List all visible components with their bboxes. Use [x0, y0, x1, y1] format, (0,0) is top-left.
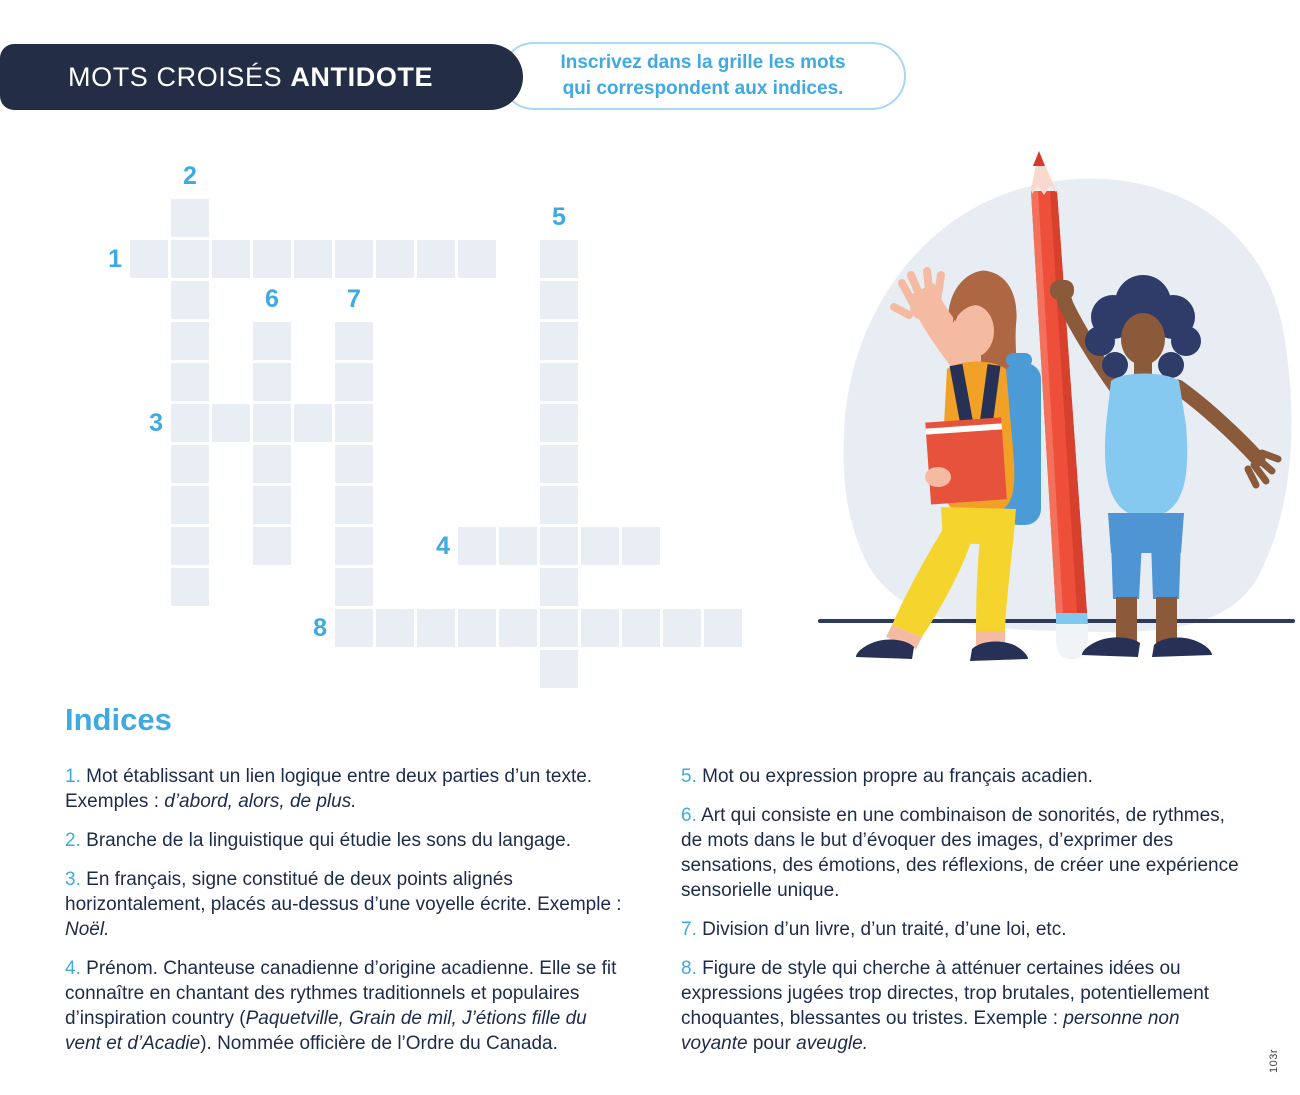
grid-cell[interactable]	[171, 363, 209, 401]
clue-7: 7. Division d’un livre, d’un traité, d’une loi, etc.	[681, 919, 1067, 940]
clue-number-1: 1.	[65, 766, 81, 787]
boy-pants-right-leg	[1151, 539, 1181, 599]
clue-number-8: 8.	[681, 958, 697, 979]
grid-cell[interactable]	[212, 404, 250, 442]
grid-cell[interactable]	[540, 363, 578, 401]
grid-cell[interactable]	[171, 199, 209, 237]
grid-cell[interactable]	[171, 322, 209, 360]
girl-book	[925, 417, 1007, 504]
grid-cell[interactable]	[171, 445, 209, 483]
grid-cell[interactable]	[499, 609, 537, 647]
grid-cell[interactable]	[540, 609, 578, 647]
grid-number-1: 1	[108, 245, 122, 273]
grid-cell[interactable]	[540, 281, 578, 319]
grid-cell[interactable]	[171, 404, 209, 442]
grid-number-2: 2	[183, 162, 197, 190]
clue-4: 4. Prénom. Chanteuse canadienne d’origine acadienne. Elle se fit connaître en chantant des rythmes traditionnels et populaires d’inspiration country (Paquetville, Grain de mil, J’étions fille du vent et d’Acadie). Nommée officière de l’Ordre du Canada.	[65, 958, 617, 1054]
grid-cell[interactable]	[458, 609, 496, 647]
grid-cell[interactable]	[499, 527, 537, 565]
girl-shoe-left	[856, 640, 914, 659]
girl-strap-right	[986, 365, 994, 425]
title-band	[0, 44, 523, 110]
clue-5: 5. Mot ou expression propre au français acadien.	[681, 766, 1093, 787]
grid-cell[interactable]	[171, 281, 209, 319]
boy-hand-on-pencil	[1050, 280, 1074, 300]
grid-cell[interactable]	[253, 363, 291, 401]
grid-cell[interactable]	[622, 609, 660, 647]
grid-cell[interactable]	[540, 527, 578, 565]
grid-cell[interactable]	[417, 609, 455, 647]
grid-cell[interactable]	[171, 527, 209, 565]
instruction-line2: qui correspondent aux indices.	[562, 78, 844, 99]
grid-cell[interactable]	[253, 527, 291, 565]
instruction-pill	[500, 42, 906, 110]
clue-number-6: 6.	[681, 805, 697, 826]
grid-cell[interactable]	[335, 486, 373, 524]
pencil-lead-tip	[1033, 151, 1045, 166]
grid-number-4: 4	[436, 532, 450, 560]
grid-cell[interactable]	[458, 527, 496, 565]
grid-cell[interactable]	[253, 322, 291, 360]
grid-cell[interactable]	[540, 486, 578, 524]
grid-cell[interactable]	[171, 240, 209, 278]
boy-calf-right	[1156, 597, 1177, 643]
grid-cell[interactable]	[458, 240, 496, 278]
grid-cell[interactable]	[540, 445, 578, 483]
grid-number-6: 6	[265, 285, 279, 313]
girl-hand-on-book	[925, 467, 951, 487]
edge-code: 103r	[1268, 1048, 1280, 1074]
grid-cell[interactable]	[253, 404, 291, 442]
grid-cell[interactable]	[130, 240, 168, 278]
boy-shirt	[1105, 374, 1187, 518]
grid-cell[interactable]	[581, 609, 619, 647]
grid-cell[interactable]	[335, 445, 373, 483]
grid-cell[interactable]	[171, 568, 209, 606]
boy-face	[1121, 313, 1165, 365]
grid-cell[interactable]	[171, 486, 209, 524]
grid-cell[interactable]	[335, 363, 373, 401]
girl-backpack-handle	[1006, 353, 1032, 367]
grid-cell[interactable]	[622, 527, 660, 565]
clue-3: 3. En français, signe constitué de deux points alignés horizontalement, placés au-dessus d’une voyelle écrite. Exemple : Noël.	[65, 869, 622, 940]
grid-cell[interactable]	[540, 322, 578, 360]
clue-number-2: 2.	[65, 830, 81, 851]
grid-cell[interactable]	[294, 404, 332, 442]
grid-cell[interactable]	[335, 527, 373, 565]
boy-calf-left	[1116, 597, 1137, 643]
pencil-ferrule	[1056, 613, 1088, 624]
pencil-wood-cone	[1031, 151, 1057, 195]
clue-2: 2. Branche de la linguistique qui étudie les sons du langage.	[65, 830, 571, 851]
grid-cell[interactable]	[540, 240, 578, 278]
grid-number-3: 3	[149, 409, 163, 437]
grid-cell[interactable]	[335, 568, 373, 606]
grid-cell[interactable]	[253, 445, 291, 483]
grid-cell[interactable]	[540, 650, 578, 688]
grid-cell[interactable]	[294, 240, 332, 278]
grid-cell[interactable]	[376, 609, 414, 647]
grid-cell[interactable]	[663, 609, 701, 647]
grid-cell[interactable]	[212, 240, 250, 278]
clue-8: 8. Figure de style qui cherche à atténuer certaines idées ou expressions jugées trop directes, trop brutales, potentiellement choquantes, blessantes ou tristes. Exemple : personne non voyante pour aveugle.	[681, 958, 1210, 1054]
clue-number-5: 5.	[681, 766, 697, 787]
students-illustration	[810, 125, 1300, 695]
clue-number-7: 7.	[681, 919, 697, 940]
clue-number-3: 3.	[65, 869, 81, 890]
boy-shoe-left	[1082, 637, 1140, 657]
grid-cell[interactable]	[335, 404, 373, 442]
boy-pants-left-leg	[1111, 539, 1142, 599]
grid-cell[interactable]	[540, 404, 578, 442]
grid-cell[interactable]	[335, 322, 373, 360]
grid-cell[interactable]	[253, 240, 291, 278]
grid-cell[interactable]	[253, 486, 291, 524]
clue-1: 1. Mot établissant un lien logique entre deux parties d’un texte. Exemples : d’abord, alors, de plus.	[65, 766, 593, 812]
grid-number-8: 8	[313, 614, 327, 642]
grid-number-7: 7	[347, 285, 361, 313]
grid-cell[interactable]	[704, 609, 742, 647]
indices-title: Indices	[65, 702, 172, 737]
title-bold: ANTIDOTE	[290, 61, 434, 92]
grid-cell[interactable]	[540, 568, 578, 606]
grid-cell[interactable]	[335, 609, 373, 647]
title-regular: MOTS CROISÉS	[68, 61, 291, 92]
clue-6: 6. Art qui consiste en une combinaison de sonorités, de rythmes, de mots dans le but d’évoquer des images, d’exprimer des sensations, des émotions, des réflexions, de créer une expérience sensorielle unique.	[681, 805, 1239, 901]
clues-right-column	[681, 764, 1243, 1070]
grid-cell[interactable]	[335, 240, 373, 278]
grid-cell[interactable]	[581, 527, 619, 565]
grid-number-5: 5	[552, 203, 566, 231]
clue-number-4: 4.	[65, 958, 81, 979]
grid-cell[interactable]	[376, 240, 414, 278]
grid-cell[interactable]	[417, 240, 455, 278]
clues-left-column	[65, 764, 627, 1070]
instruction-line1: Inscrivez dans la grille les mots	[560, 52, 846, 73]
illustration-svg	[810, 125, 1300, 695]
